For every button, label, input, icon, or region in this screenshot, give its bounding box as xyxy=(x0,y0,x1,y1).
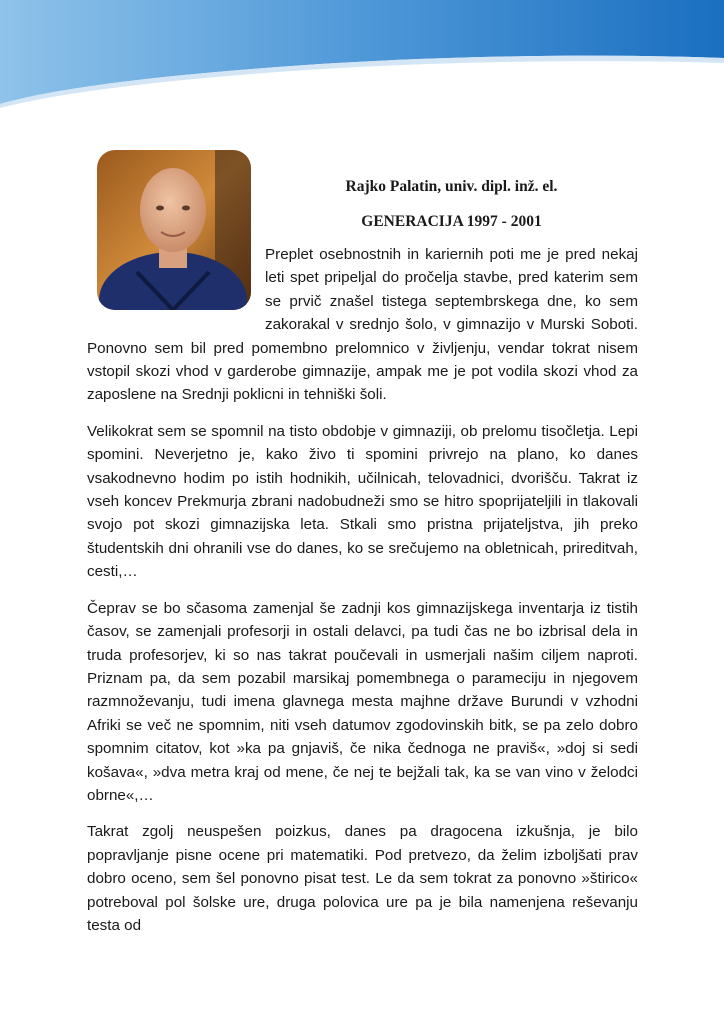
paragraph-2: Velikokrat sem se spomnil na tisto obdobje v gimnaziji, ob prelomu tisočletja. Lepi spomini. Neverjetno je, kako živo ti spomini privrejo na plano, ko danes vsakodnevno hodim po istih hodnikih, učilnicah, telovadnici, dvorišču. Takrat iz vseh koncev Prekmurja zbrani nadobudneži smo se hitro spoprijateljili in tlakovali svojo pot skozi gimnazijska leta. Stkali smo pristna prijateljstva, jih preko študentskih dni ohranili vse do danes, ko se srečujemo na obletnicah, prireditvah, cesti,… xyxy=(87,422,638,581)
paragraph-4: Takrat zgolj neuspešen poizkus, danes pa dragocena izkušnja, je bilo popravljanje pisne ocene pri matematiki. Pod pretvezo, da želim izboljšati prav dobro oceno, sem šel ponovno pisat test. Le da sem tokrat za ponovno »štirico« potreboval pol šolske ure, druga polovica ure pa je bila namenjena reševanju testa od xyxy=(87,823,638,934)
paragraph-3: Čeprav se bo sčasoma zamenjal še zadnji kos gimnazijskega inventarja iz tistih časov, se zamenjali profesorji in ostali delavci, pa tudi čas ne bo izbrisal dela in truda profesorjev, ki so nas takrat poučevali in usmerjali našim ciljem naproti. Priznam pa, da sem pozabil marsikaj pomembnega o parameciju in njegovem razmnoževanju, tudi imena glavnega mesta majhne države Burundi v vzhodni Afriki se več ne spomnim, niti vseh datumov zgodovinskih bitk, se pa zelo dobro spomnim citatov, kot »ka pa gnjaviš, če nika čednoga ne praviš«, »doj si sedi košava«, »dva metra kraj od mene, če nej te bejžali tak, ka se van vino v želodci obrne«,… xyxy=(87,599,638,804)
author-name: Rajko Palatin, univ. dipl. inž. el. xyxy=(345,178,558,195)
header-wave-decoration xyxy=(0,0,724,110)
portrait-photo-icon xyxy=(97,150,251,310)
page-content xyxy=(87,150,638,950)
generation-heading: GENERACIJA 1997 - 2001 xyxy=(361,213,542,230)
paragraph-1: Preplet osebnostnih in kariernih poti me je pred nekaj leti spet pripeljal do pročelja stavbe, pred katerim sem se prvič znašel tistega septembrskega dne, ko sem zakorakal v srednjo šolo, v gimnazijo v Murski Soboti. Ponovno sem bil pred pomembno prelomnico v življenju, vendar tokrat nisem vstopil skozi vhod v garderobe gimnazije, ampak me je pot vodila skozi vhod za zaposlene na Srednji poklicni in tehniški šoli. xyxy=(87,246,638,404)
